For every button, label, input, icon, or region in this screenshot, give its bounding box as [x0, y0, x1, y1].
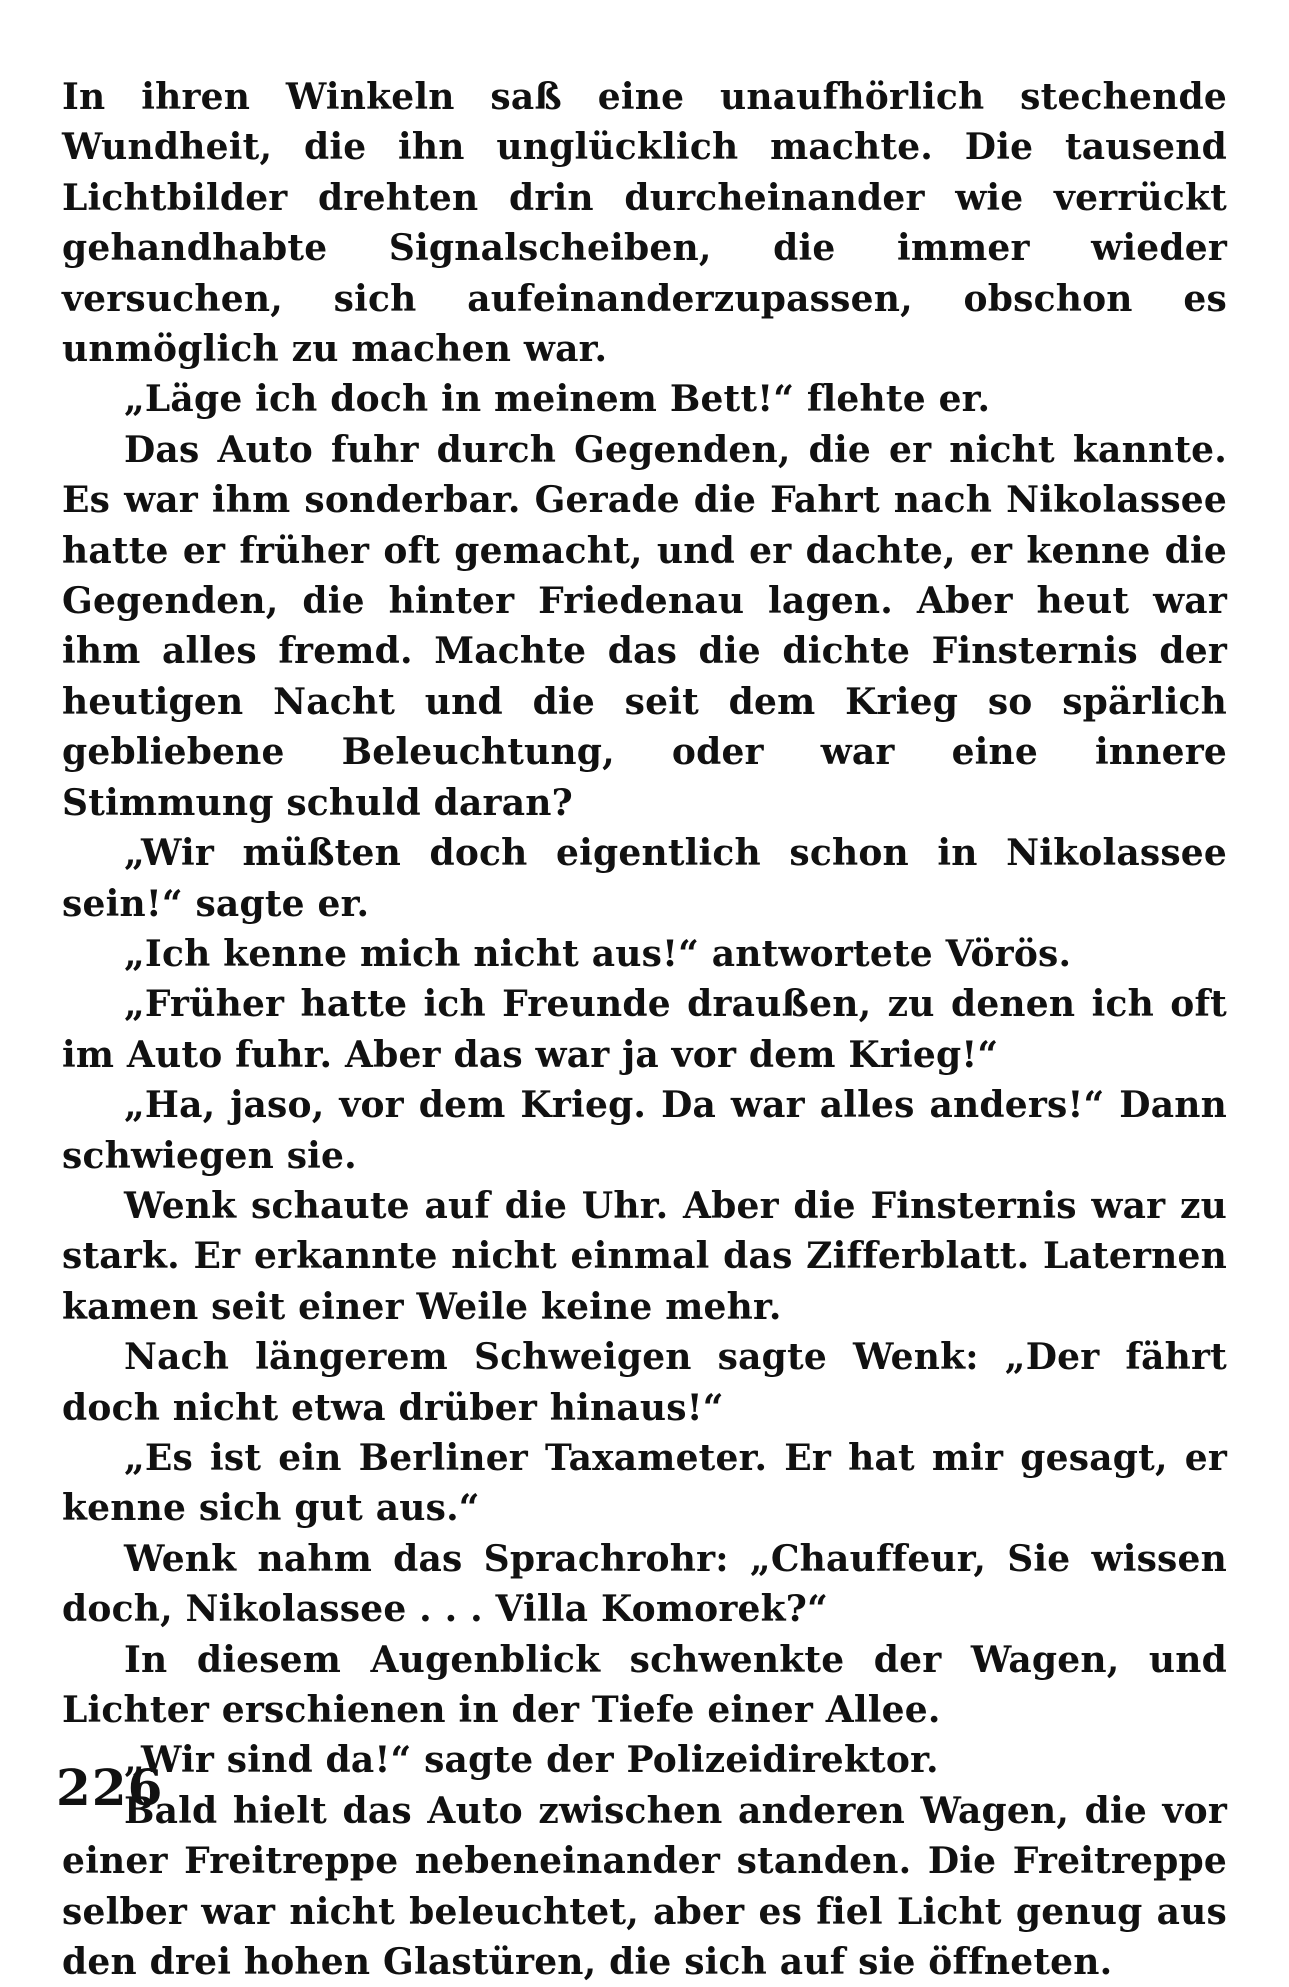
- paragraph-6: „Früher hatte ich Freunde draußen, zu denen ich oft im Auto fuhr. Aber das war ja vor dem Krieg!“: [62, 983, 1227, 1076]
- paragraph-9: Nach längerem Schweigen sagte Wenk: „Der fährt doch nicht etwa drüber hinaus!“: [62, 1336, 1227, 1429]
- paragraph-4: „Wir müßten doch eigentlich schon in Nikolassee sein!“ sagte er.: [62, 832, 1227, 925]
- paragraph-5: „Ich kenne mich nicht aus!“ antwortete Vörös.: [124, 932, 1072, 975]
- paragraph-13: „Wir sind da!“ sagte der Polizeidirektor.: [124, 1739, 939, 1782]
- paragraph-8: Wenk schaute auf die Uhr. Aber die Finsternis war zu stark. Er erkannte nicht einmal das Zifferblatt. Laternen kamen seit einer Weile keine mehr.: [62, 1184, 1227, 1328]
- paragraph-2: „Läge ich doch in meinem Bett!“ flehte er.: [124, 378, 991, 421]
- paragraph-1: In ihren Winkeln saß eine unaufhörlich stechende Wundheit, die ihn unglücklich machte. Die tausend Lichtbilder drehten drin durcheinander wie verrückt gehandhabte Signalscheiben, die immer wieder versuchen, sich aufeinanderzupassen, obschon es unmöglich zu machen war.: [62, 76, 1227, 371]
- paragraph-12: In diesem Augenblick schwenkte der Wagen, und Lichter erschienen in der Tiefe einer Allee.: [62, 1638, 1227, 1731]
- body-text: [62, 72, 1227, 1987]
- paragraph-10: „Es ist ein Berliner Taxameter. Er hat mir gesagt, er kenne sich gut aus.“: [62, 1436, 1227, 1530]
- paragraph-14: Bald hielt das Auto zwischen anderen Wagen, die vor einer Freitreppe nebeneinander standen. Die Freitreppe selber war nicht beleuchtet, aber es fiel Licht genug aus den drei hohen Glastüren, die sich auf sie öffneten.: [62, 1789, 1227, 1984]
- book-page: [62, 72, 1227, 1984]
- page-number: 226: [56, 1758, 164, 1817]
- paragraph-3: Das Auto fuhr durch Gegenden, die er nicht kannte. Es war ihm sonderbar. Gerade die Fahrt nach Nikolassee hatte er früher oft gemacht, und er dachte, er kenne die Gegenden, die hinter Friedenau lagen. Aber heut war ihm alles fremd. Machte das die dichte Finsternis der heutigen Nacht und die seit dem Krieg so spärlich gebliebene Beleuchtung, oder war eine innere Stimmung schuld daran?: [62, 428, 1227, 824]
- paragraph-7: „Ha, jaso, vor dem Krieg. Da war alles anders!“ Dann schwiegen sie.: [62, 1084, 1227, 1177]
- paragraph-11: Wenk nahm das Sprachrohr: „Chauffeur, Sie wissen doch, Nikolassee . . . Villa Komorek?“: [62, 1537, 1227, 1631]
